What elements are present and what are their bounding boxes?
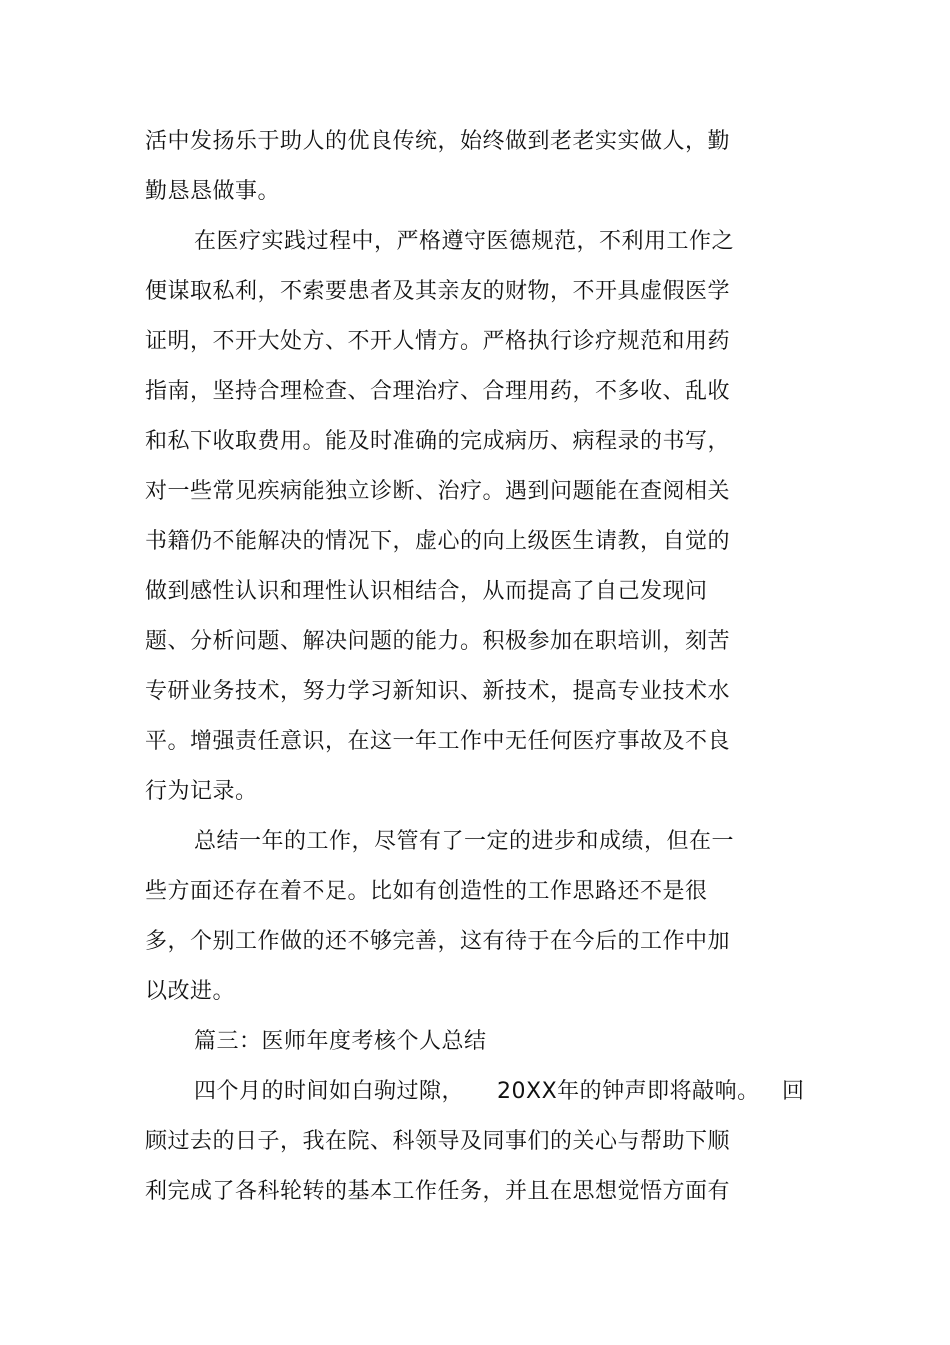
text-line: 和私下收取费用。能及时准确的完成病历、病程录的书写， bbox=[145, 429, 731, 454]
text-line: 便谋取私利，不索要患者及其亲友的财物，不开具虚假医学 bbox=[145, 279, 731, 304]
text-line: 指南，坚持合理检查、合理治疗、合理用药，不多收、乱收 bbox=[145, 379, 731, 404]
text-line: 顾过去的日子，我在院、科领导及同事们的关心与帮助下顺 bbox=[145, 1129, 731, 1154]
text-line: 多，个别工作做的还不够完善，这有待于在今后的工作中加 bbox=[145, 929, 731, 954]
text-line: 在医疗实践过程中，严格遵守医德规范，不利用工作之 bbox=[194, 229, 735, 254]
text-line: 些方面还存在着不足。比如有创造性的工作思路还不是很 bbox=[145, 879, 708, 904]
section-heading: 篇三：医师年度考核个人总结 bbox=[194, 1029, 487, 1054]
text-line-segment: 回 bbox=[782, 1079, 805, 1104]
text-line: 活中发扬乐于助人的优良传统，始终做到老老实实做人，勤 bbox=[145, 129, 731, 154]
text-line-segment: 20XX年的钟声即将敲响。 bbox=[497, 1079, 760, 1104]
text-line: 总结一年的工作，尽管有了一定的进步和成绩，但在一 bbox=[194, 829, 735, 854]
text-line: 行为记录。 bbox=[145, 779, 258, 804]
text-line: 对一些常见疾病能独立诊断、治疗。遇到问题能在查阅相关 bbox=[145, 479, 731, 504]
text-line: 题、分析问题、解决问题的能力。积极参加在职培训，刻苦 bbox=[145, 629, 731, 654]
text-line: 四个月的时间如白驹过隙， bbox=[194, 1079, 465, 1104]
text-line: 证明，不开大处方、不开人情方。严格执行诊疗规范和用药 bbox=[145, 329, 731, 354]
text-line: 专研业务技术，努力学习新知识、新技术，提高专业技术水 bbox=[145, 679, 731, 704]
text-line: 做到感性认识和理性认识相结合，从而提高了自己发现问 bbox=[145, 579, 708, 604]
text-line: 书籍仍不能解决的情况下，虚心的向上级医生请教，自觉的 bbox=[145, 529, 731, 554]
text-line: 以改进。 bbox=[145, 979, 236, 1004]
text-line: 平。增强责任意识，在这一年工作中无任何医疗事故及不良 bbox=[145, 729, 731, 754]
text-line: 利完成了各科轮转的基本工作任务，并且在思想觉悟方面有 bbox=[145, 1179, 731, 1204]
text-line: 勤恳恳做事。 bbox=[145, 179, 281, 204]
